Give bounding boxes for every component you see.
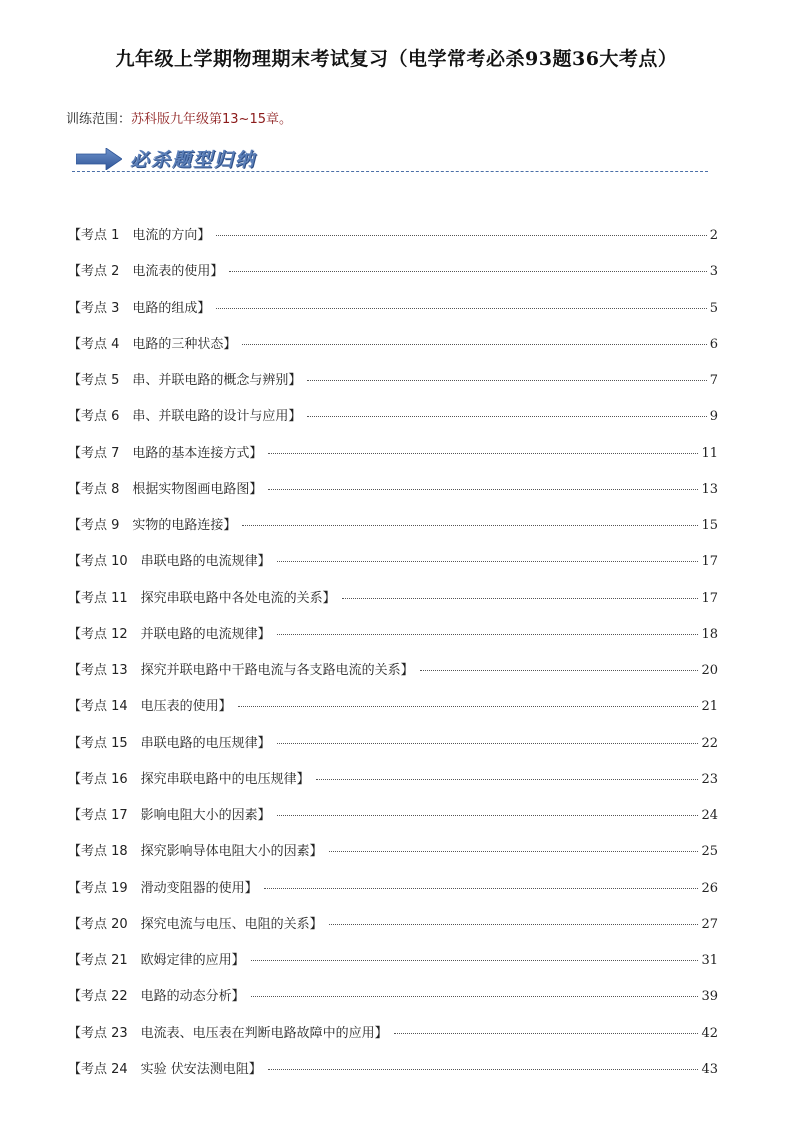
document-title: 九年级上学期物理期末考试复习（电学常考必杀93题36大考点） — [115, 48, 678, 70]
toc-dot-leader — [277, 634, 699, 635]
toc-entry-label: 【考点 5 串、并联电路的概念与辨别】 — [68, 373, 302, 388]
toc-entry[interactable] — [68, 369, 718, 405]
toc-entry[interactable] — [68, 877, 718, 913]
toc-entry-page: 11 — [701, 445, 718, 461]
toc-entry[interactable] — [68, 840, 718, 876]
toc-dot-leader — [216, 235, 706, 236]
toc-entry-page: 3 — [709, 264, 718, 280]
toc-entry[interactable] — [68, 732, 718, 768]
toc-dot-leader — [268, 1069, 699, 1070]
toc-entry[interactable] — [68, 442, 718, 478]
toc-entry-label: 【考点 21 欧姆定律的应用】 — [68, 953, 245, 968]
toc-entry-page: 9 — [709, 409, 718, 425]
toc-entry-label: 【考点 18 探究影响导体电阻大小的因素】 — [68, 844, 323, 860]
toc-entry-page: 18 — [701, 626, 718, 642]
toc-entry[interactable] — [68, 514, 718, 550]
toc-entry-label: 【考点 13 探究并联电路中干路电流与各支路电流的关系】 — [68, 663, 414, 678]
toc-entry-label: 【考点 19 滑动变阻器的使用】 — [68, 880, 258, 896]
toc-entry[interactable] — [68, 804, 718, 840]
training-scope-value: 苏科版九年级第13~15章。 — [131, 112, 292, 127]
toc-entry[interactable] — [68, 659, 718, 695]
toc-dot-leader — [316, 779, 699, 780]
toc-entry-page: 15 — [701, 518, 718, 533]
toc-entry-page: 22 — [701, 735, 718, 751]
toc-entry[interactable] — [68, 550, 718, 586]
toc-dot-leader — [307, 416, 706, 417]
toc-entry[interactable] — [68, 478, 718, 514]
toc-entry[interactable] — [68, 297, 718, 333]
toc-entry-page: 17 — [701, 590, 718, 606]
toc-dot-leader — [264, 888, 699, 889]
toc-entry-label: 【考点 7 电路的基本连接方式】 — [68, 445, 263, 461]
toc-dot-leader — [277, 561, 699, 562]
toc-entry-page: 20 — [701, 663, 718, 678]
toc-entry-label: 【考点 1 电流的方向】 — [68, 228, 211, 243]
section-banner-title: 必杀题型归纳 — [130, 149, 257, 171]
toc-dot-leader — [216, 308, 706, 309]
section-banner — [72, 144, 708, 174]
toc-entry-label: 【考点 20 探究电流与电压、电阻的关系】 — [68, 916, 323, 932]
toc-entry[interactable] — [68, 333, 718, 369]
toc-entry[interactable] — [68, 1022, 718, 1058]
toc-entry-page: 31 — [701, 953, 718, 968]
toc-entry-page: 17 — [701, 554, 718, 570]
toc-entry[interactable] — [68, 224, 718, 260]
toc-entry-page: 5 — [709, 300, 718, 316]
toc-entry[interactable] — [68, 260, 718, 296]
toc-dot-leader — [307, 380, 706, 381]
toc-dot-leader — [251, 996, 699, 997]
toc-entry[interactable] — [68, 768, 718, 804]
table-of-contents — [68, 224, 718, 1094]
toc-entry-label: 【考点 2 电流表的使用】 — [68, 264, 224, 280]
toc-entry-label: 【考点 22 电路的动态分析】 — [68, 989, 245, 1005]
toc-dot-leader — [342, 598, 699, 599]
toc-entry-page: 39 — [701, 989, 718, 1005]
toc-dot-leader — [394, 1033, 699, 1034]
toc-entry[interactable] — [68, 587, 718, 623]
toc-entry-page: 26 — [701, 880, 718, 896]
toc-dot-leader — [268, 453, 698, 454]
toc-entry-label: 【考点 3 电路的组成】 — [68, 300, 211, 316]
toc-dot-leader — [242, 344, 706, 345]
toc-entry-label: 【考点 14 电压表的使用】 — [68, 699, 232, 715]
toc-entry[interactable] — [68, 949, 718, 985]
toc-entry-page: 43 — [701, 1061, 718, 1077]
toc-entry-page: 24 — [701, 808, 718, 823]
banner-divider — [72, 171, 708, 172]
toc-entry-label: 【考点 15 串联电路的电压规律】 — [68, 735, 271, 751]
toc-dot-leader — [229, 271, 706, 272]
toc-dot-leader — [277, 743, 699, 744]
toc-entry-label: 【考点 11 探究串联电路中各处电流的关系】 — [68, 590, 336, 606]
toc-entry-page: 6 — [709, 336, 718, 352]
toc-entry[interactable] — [68, 405, 718, 441]
toc-dot-leader — [251, 960, 699, 961]
toc-dot-leader — [277, 815, 699, 816]
toc-entry-label: 【考点 6 串、并联电路的设计与应用】 — [68, 409, 302, 425]
toc-dot-leader — [242, 525, 698, 526]
right-arrow-icon — [76, 148, 122, 170]
toc-entry[interactable] — [68, 695, 718, 731]
toc-entry-label: 【考点 4 电路的三种状态】 — [68, 336, 237, 352]
toc-entry-page: 23 — [701, 771, 718, 787]
toc-entry-page: 27 — [701, 916, 718, 932]
toc-entry[interactable] — [68, 1058, 718, 1094]
toc-entry-label: 【考点 12 并联电路的电流规律】 — [68, 626, 271, 642]
toc-entry-label: 【考点 10 串联电路的电流规律】 — [68, 554, 271, 570]
toc-entry-page: 13 — [701, 481, 718, 497]
toc-entry[interactable] — [68, 985, 718, 1021]
toc-entry-page: 2 — [709, 228, 718, 243]
toc-entry-label: 【考点 24 实验 伏安法测电阻】 — [68, 1061, 262, 1077]
toc-dot-leader — [238, 706, 699, 707]
toc-entry-page: 42 — [701, 1025, 718, 1041]
toc-entry-label: 【考点 8 根据实物图画电路图】 — [68, 481, 263, 497]
toc-dot-leader — [329, 851, 699, 852]
toc-entry-label: 【考点 9 实物的电路连接】 — [68, 518, 237, 533]
toc-entry-page: 7 — [709, 373, 718, 388]
training-scope-label: 训练范围： — [66, 112, 132, 127]
toc-entry-label: 【考点 23 电流表、电压表在判断电路故障中的应用】 — [68, 1025, 388, 1041]
toc-entry[interactable] — [68, 623, 718, 659]
toc-dot-leader — [329, 924, 699, 925]
toc-entry-page: 21 — [701, 699, 718, 715]
training-scope — [66, 108, 292, 127]
toc-entry-page: 25 — [701, 844, 718, 860]
toc-entry-label: 【考点 16 探究串联电路中的电压规律】 — [68, 771, 310, 787]
toc-dot-leader — [420, 670, 699, 671]
toc-entry[interactable] — [68, 913, 718, 949]
toc-entry-label: 【考点 17 影响电阻大小的因素】 — [68, 808, 271, 823]
toc-dot-leader — [268, 489, 698, 490]
